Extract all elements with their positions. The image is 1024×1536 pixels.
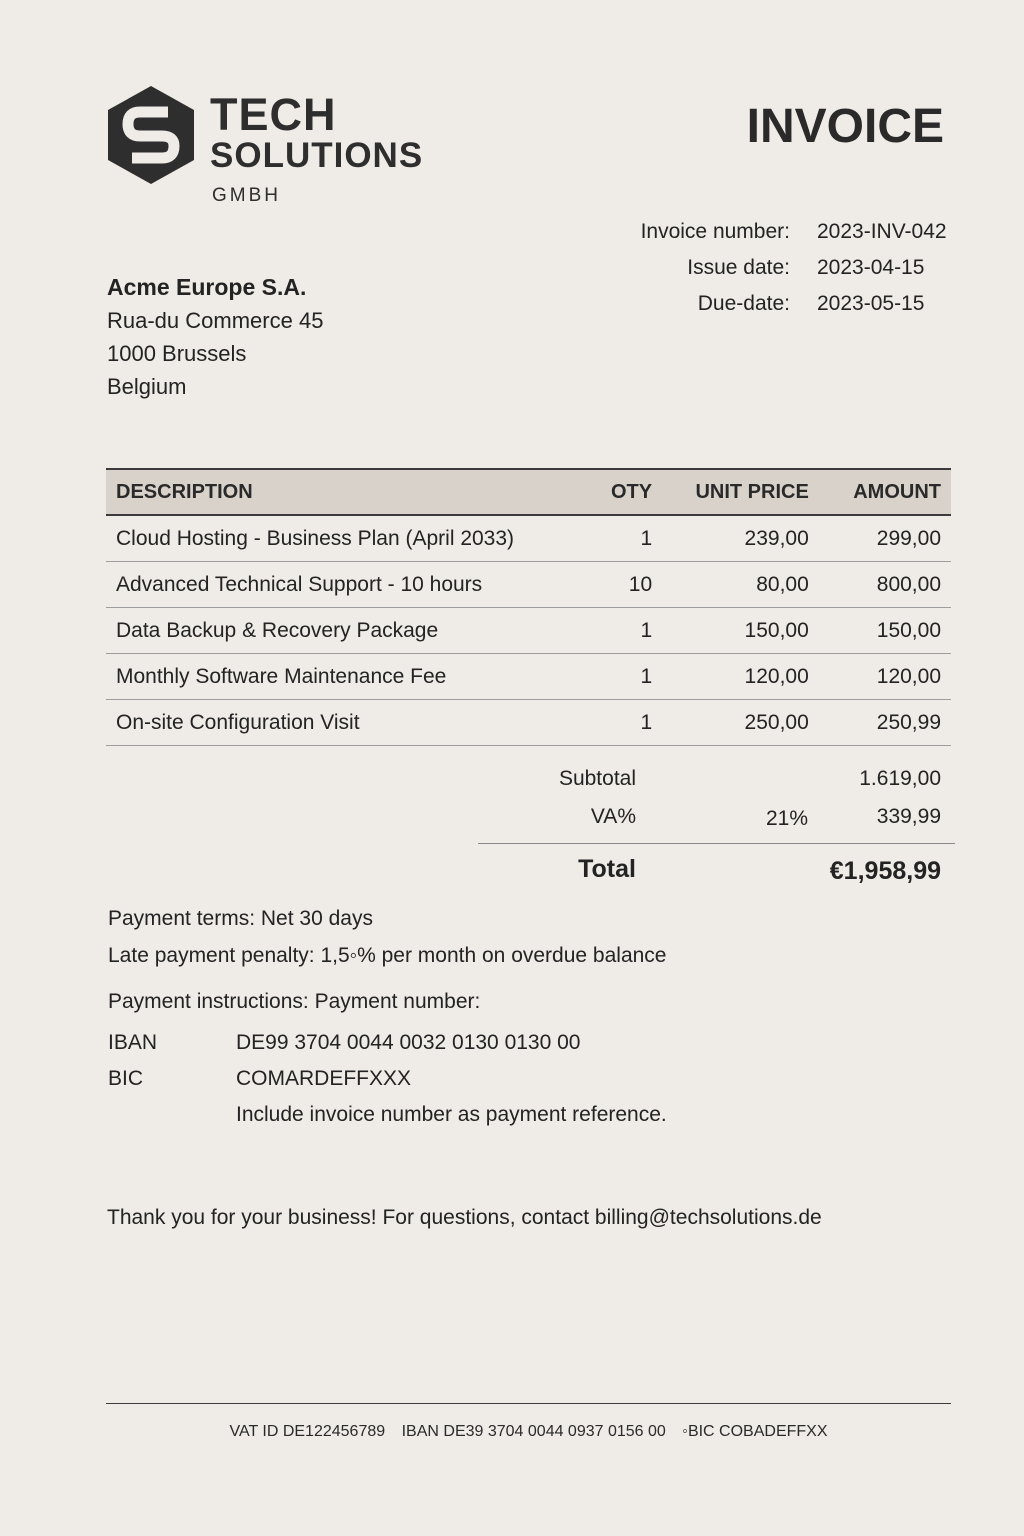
s-hexagon-logo-icon <box>106 84 196 186</box>
cell-qty: 1 <box>575 700 662 746</box>
cell-qty: 10 <box>575 562 662 608</box>
table-row <box>106 654 951 700</box>
table-row <box>106 562 951 608</box>
customer-city: 1000 Brussels <box>107 341 247 366</box>
subtotal-label: Subtotal <box>558 767 636 790</box>
iban-value: DE99 3704 0044 0032 0130 0130 00 <box>236 1031 581 1054</box>
bic-value: COMARDEFFXXX <box>236 1067 412 1090</box>
line-items-table <box>106 468 951 746</box>
footer <box>106 1423 951 1441</box>
meta-row-due-date <box>560 292 960 328</box>
meta-label: Issue date: <box>687 256 790 279</box>
totals-divider <box>478 843 955 844</box>
cell-amount: 299,00 <box>819 515 951 562</box>
meta-label: Invoice number: <box>640 220 790 243</box>
table-header-row <box>106 469 951 515</box>
payment-instructions: Payment instructions: Payment number: <box>108 990 481 1013</box>
cell-unit-price: 80,00 <box>662 562 819 608</box>
cell-description: Advanced Technical Support - 10 hours <box>106 562 575 608</box>
vat-label: VA% <box>590 805 636 828</box>
cell-description: Monthly Software Maintenance Fee <box>106 654 575 700</box>
bic-label: BIC <box>108 1067 144 1090</box>
footer-bic: ◦BIC COBADEFFXX <box>682 1423 828 1440</box>
meta-row-invoice-number <box>560 220 960 256</box>
cell-qty: 1 <box>575 608 662 654</box>
company-logo <box>106 84 466 214</box>
footer-iban: IBAN DE39 3704 0044 0937 0156 00 <box>401 1423 666 1440</box>
meta-row-issue-date <box>560 256 960 292</box>
thank-you-message: Thank you for your business! For questions, contact billing@techsolutions.de <box>107 1206 822 1229</box>
footer-vat-id: VAT ID DE122456789 <box>229 1423 386 1440</box>
meta-value: 2023-04-15 <box>817 256 925 279</box>
logo-text-tech: TECH <box>210 89 337 140</box>
header-description: DESCRIPTION <box>106 469 575 515</box>
cell-amount: 120,00 <box>819 654 951 700</box>
document-title: INVOICE <box>746 100 944 153</box>
table-row <box>106 515 951 562</box>
invoice-meta <box>560 220 960 328</box>
cell-unit-price: 120,00 <box>662 654 819 700</box>
cell-description: On-site Configuration Visit <box>106 700 575 746</box>
total-label: Total <box>578 855 636 883</box>
vat-rate: 21% <box>765 807 808 830</box>
cell-qty: 1 <box>575 654 662 700</box>
payment-reference-note: Include invoice number as payment reference. <box>236 1103 667 1126</box>
cell-unit-price: 250,00 <box>662 700 819 746</box>
meta-value: 2023-05-15 <box>817 292 925 315</box>
subtotal-value: 1.619,00 <box>859 767 941 790</box>
iban-label: IBAN <box>108 1031 158 1054</box>
logo-text-solutions: SOLUTIONS <box>210 136 424 175</box>
cell-amount: 800,00 <box>819 562 951 608</box>
meta-value: 2023-INV-042 <box>817 220 947 243</box>
customer-street: Rua-du Commerce 45 <box>107 308 324 333</box>
header-amount: AMOUNT <box>819 469 951 515</box>
table-row <box>106 700 951 746</box>
cell-amount: 150,00 <box>819 608 951 654</box>
cell-description: Cloud Hosting - Business Plan (April 2033) <box>106 515 575 562</box>
cell-amount: 250,99 <box>819 700 951 746</box>
customer-address <box>107 271 323 403</box>
vat-value: 339,99 <box>876 805 941 828</box>
table-row <box>106 608 951 654</box>
cell-unit-price: 150,00 <box>662 608 819 654</box>
payment-terms: Payment terms: Net 30 days <box>108 907 373 930</box>
header-unit-price: UNIT PRICE <box>662 469 819 515</box>
meta-label: Due-date: <box>697 292 790 315</box>
cell-qty: 1 <box>575 515 662 562</box>
total-value: €1,958,99 <box>829 857 941 885</box>
footer-divider <box>106 1403 951 1404</box>
late-payment-penalty: Late payment penalty: 1,5◦% per month on overdue balance <box>108 944 667 967</box>
customer-name: Acme Europe S.A. <box>107 274 307 300</box>
customer-country: Belgium <box>107 374 187 399</box>
cell-unit-price: 239,00 <box>662 515 819 562</box>
header-qty: OTY <box>575 469 662 515</box>
logo-text-gmbh: GMBH <box>212 185 281 206</box>
cell-description: Data Backup & Recovery Package <box>106 608 575 654</box>
